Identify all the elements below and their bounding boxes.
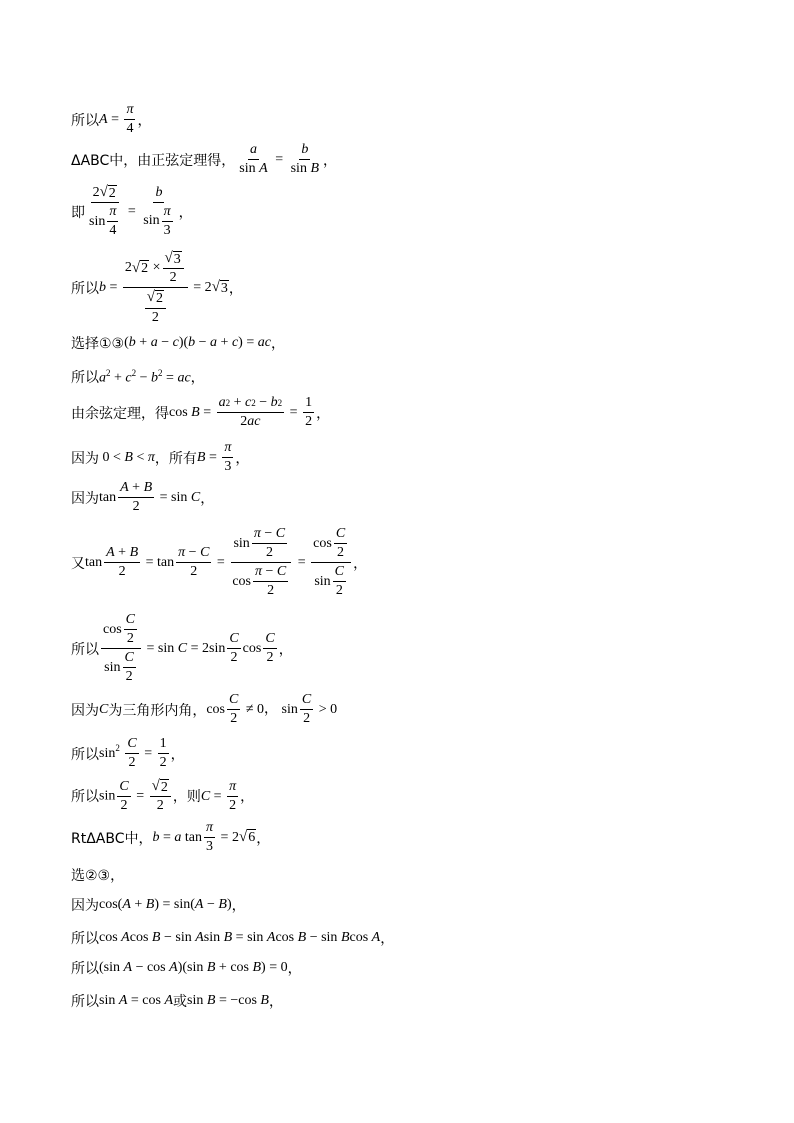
text-because: 因为: [71, 702, 99, 719]
line-3: [71, 184, 193, 239]
text-so: 所以: [71, 280, 99, 297]
formula-b-equals: B = $\frac{\pi}{3}$: [196, 440, 232, 475]
punct: ，: [353, 555, 368, 572]
formula-sine-law: a sin A = b sin B: [239, 142, 320, 177]
formula-a-equals-pi-over-4: A = $\frac{\pi}{4}$: [99, 102, 134, 137]
text-so: 所以: [71, 961, 99, 977]
punct: ，: [287, 961, 302, 977]
text-interior-angle: 为三角形内角，: [108, 702, 207, 719]
text-ie: 即: [71, 204, 85, 221]
text-so: 所以: [71, 112, 99, 129]
text-so: 所以: [71, 994, 99, 1010]
formula-sin-squared: $\sin^2$ $\frac{C}{2}$ = $\frac{1}{2}$: [99, 736, 167, 771]
symbol-c: C: [99, 701, 109, 717]
punct: ，: [137, 112, 152, 129]
text-sine-law: ΔABC中，由正弦定理得，: [71, 152, 236, 169]
text-because: 因为: [71, 898, 99, 914]
line-1: [71, 102, 151, 137]
punct: ，: [240, 789, 255, 806]
line-2: [71, 142, 337, 177]
punct: ，: [278, 641, 293, 658]
line-8: [71, 440, 249, 475]
formula-b-range: 0 < B < π: [99, 449, 155, 465]
text-so-have: ，所有: [154, 450, 197, 467]
text-then: ，则: [172, 789, 201, 806]
text-so: 所以: [71, 746, 99, 763]
punct: ，: [268, 994, 283, 1010]
formula-substitution: 2 √ 2 sin $\frac{\pi}{4}$ = b sin $\frac{\pi}{3}$: [89, 184, 171, 239]
text-so: 所以: [71, 931, 99, 947]
text-because: 因为: [71, 450, 99, 467]
formula-tan-condition: tan A + B 2 = sin C: [99, 480, 201, 515]
line-7: [71, 395, 330, 430]
line-20: [71, 991, 283, 1011]
line-15: [71, 820, 270, 855]
punct: ，: [231, 898, 246, 914]
formula-case-2: sin B = −cos B: [187, 993, 269, 1008]
punct: ，: [256, 830, 271, 847]
line-9: [71, 480, 214, 515]
punct: ，: [235, 450, 250, 467]
text-right-triangle: RtΔABC中，: [71, 830, 153, 847]
line-6: [71, 367, 205, 387]
line-18: [71, 928, 394, 948]
text-cosine-law: 由余弦定理，得: [71, 405, 169, 422]
line-14: [71, 778, 254, 814]
punct: ，: [178, 204, 193, 221]
punct: ，: [190, 370, 205, 386]
line-16: [71, 865, 124, 885]
formula-cot-equals-sin: cos $\frac{C}{2}$ sin $\frac{C}{2}$ = sin C = 2sin $\frac{C}{2}$ cos $\frac{C}{2}$: [103, 612, 275, 685]
text-so: 所以: [71, 370, 99, 386]
formula-tan-identity: tan A + B 2 = tan π − C 2 = sin π − C 2 cos π − C 2 = cos $\frac{C}{2}$ sin $\frac{C}{2}$: [85, 526, 353, 599]
text-because: 因为: [71, 490, 99, 507]
formula-cos-sum: cos(A + B) = sin(A − B): [99, 897, 232, 912]
punct: ，: [170, 746, 185, 763]
formula-expansion: cos Acos B − sin Asin B = sin Acos B − sin Bcos A: [99, 930, 381, 945]
punct: ，: [228, 280, 243, 297]
punct: ，: [323, 152, 338, 169]
line-13: [71, 736, 185, 771]
text-choose-2-3: 选②③，: [71, 868, 125, 884]
line-4: [71, 250, 243, 326]
line-10: [71, 526, 367, 599]
formula-factored: (sin A − cos A)(sin B + cos B) = 0: [99, 960, 288, 975]
formula-b-value: b = 2 √ 2 × √ 3 2 √ 2 2 = 2 √ 3: [99, 250, 228, 325]
punct: ，: [316, 405, 331, 422]
formula-case-1: sin A = cos A: [99, 993, 174, 1008]
text-choose-1-3: 选择①③: [71, 336, 125, 352]
punct: ，: [270, 336, 285, 352]
line-19: [71, 958, 302, 978]
line-5: [71, 333, 285, 353]
punct: ，: [380, 931, 395, 947]
formula-b-tan: b = a tan $\frac{\pi}{3}$ = 2 √ 6: [152, 820, 256, 855]
line-17: [71, 895, 246, 915]
line-12: [71, 692, 337, 727]
formula-half-angle-signs: cos $\frac{C}{2}$ ≠ 0， sin $\frac{C}{2}$ > 0: [206, 692, 338, 727]
formula-c-equals: C = $\frac{\pi}{2}$: [200, 778, 237, 813]
text-so: 所以: [71, 641, 99, 658]
formula-sin-half-c: sin $\frac{C}{2}$ = √ 2 2: [99, 778, 173, 814]
text-also: 又: [71, 555, 85, 572]
formula-cos-b: cos B = a 2 + c 2 − b 2 2 ac = $\frac{1}{2}$: [169, 395, 313, 430]
formula-condition: (b + a − c)(b − a + c) = ac: [124, 335, 271, 350]
formula-expanded: $a^2 + c^2 - b^2$ = ac: [99, 367, 191, 386]
text-so: 所以: [71, 789, 99, 806]
text-or: 或: [173, 994, 188, 1010]
punct: ，: [200, 490, 215, 507]
line-11: [71, 612, 293, 685]
